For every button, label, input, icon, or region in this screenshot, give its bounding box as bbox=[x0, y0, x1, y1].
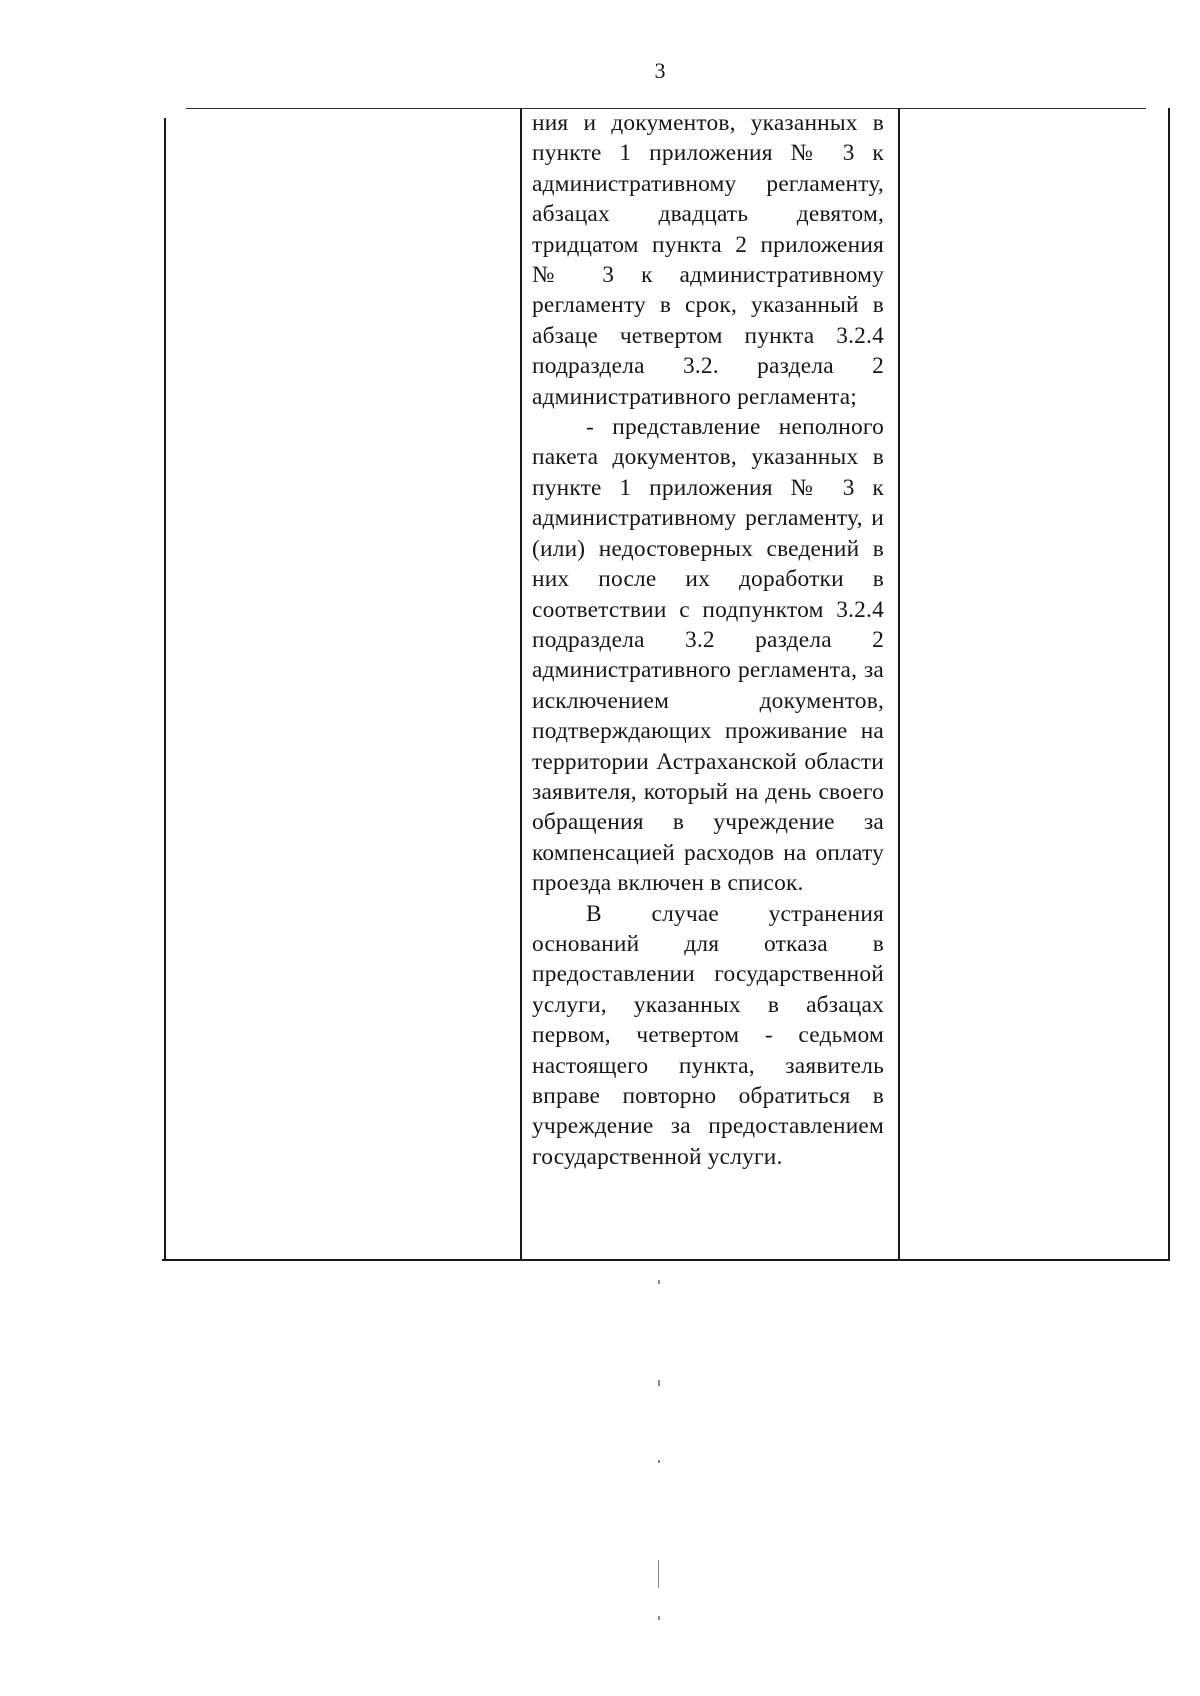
cell-paragraph-2: - представление неполного пакета документов, указанных в пункте 1 приложения № 3 к административному регламенту, и (или) недостоверных сведений в них после их доработки в соответствии с подпунктом 3.2.4 подраздела 3.2 раздела 2 административного регламента, за исключением документов, подтверждающих проживание на территории Астраханской области заявителя, который на день своего обращения в учреждение за компенсацией расходов на оплату проезда включен в список. bbox=[532, 414, 884, 897]
scan-speck bbox=[658, 1380, 660, 1386]
column-divider-2 bbox=[898, 108, 900, 1260]
cell-paragraph-1: ния и документов, указанных в пункте 1 приложения № 3 к административному регламенту, абзацах двадцать девятом, тридцатом пункта 2 приложения № 3 к административному регламенту в срок, указанный в абзаце четвертом пункта 3.2.4 подраздела 3.2. раздела 2 административного регламента; bbox=[532, 110, 884, 410]
table-left-border bbox=[164, 118, 166, 1260]
scan-specks bbox=[658, 1280, 662, 1640]
column-divider-1 bbox=[520, 108, 522, 1260]
middle-cell-text bbox=[532, 108, 884, 1172]
scan-speck bbox=[658, 1460, 660, 1463]
scan-speck bbox=[658, 1616, 660, 1620]
scan-speck bbox=[658, 1560, 659, 1588]
page-number bbox=[0, 58, 1200, 84]
table-right-border bbox=[1168, 108, 1170, 1260]
page-number-text: 3 bbox=[654, 58, 666, 83]
table-bottom-border bbox=[162, 1259, 1170, 1261]
scan-speck bbox=[658, 1280, 660, 1284]
cell-paragraph-3: В случае устранения оснований для отказа в предоставлении государственной услуги, указанных в абзацах первом, четвертом - седьмом настоящего пункта, заявитель вправе повторно обратиться в учреждение за предоставлением государственной услуги. bbox=[532, 900, 884, 1170]
